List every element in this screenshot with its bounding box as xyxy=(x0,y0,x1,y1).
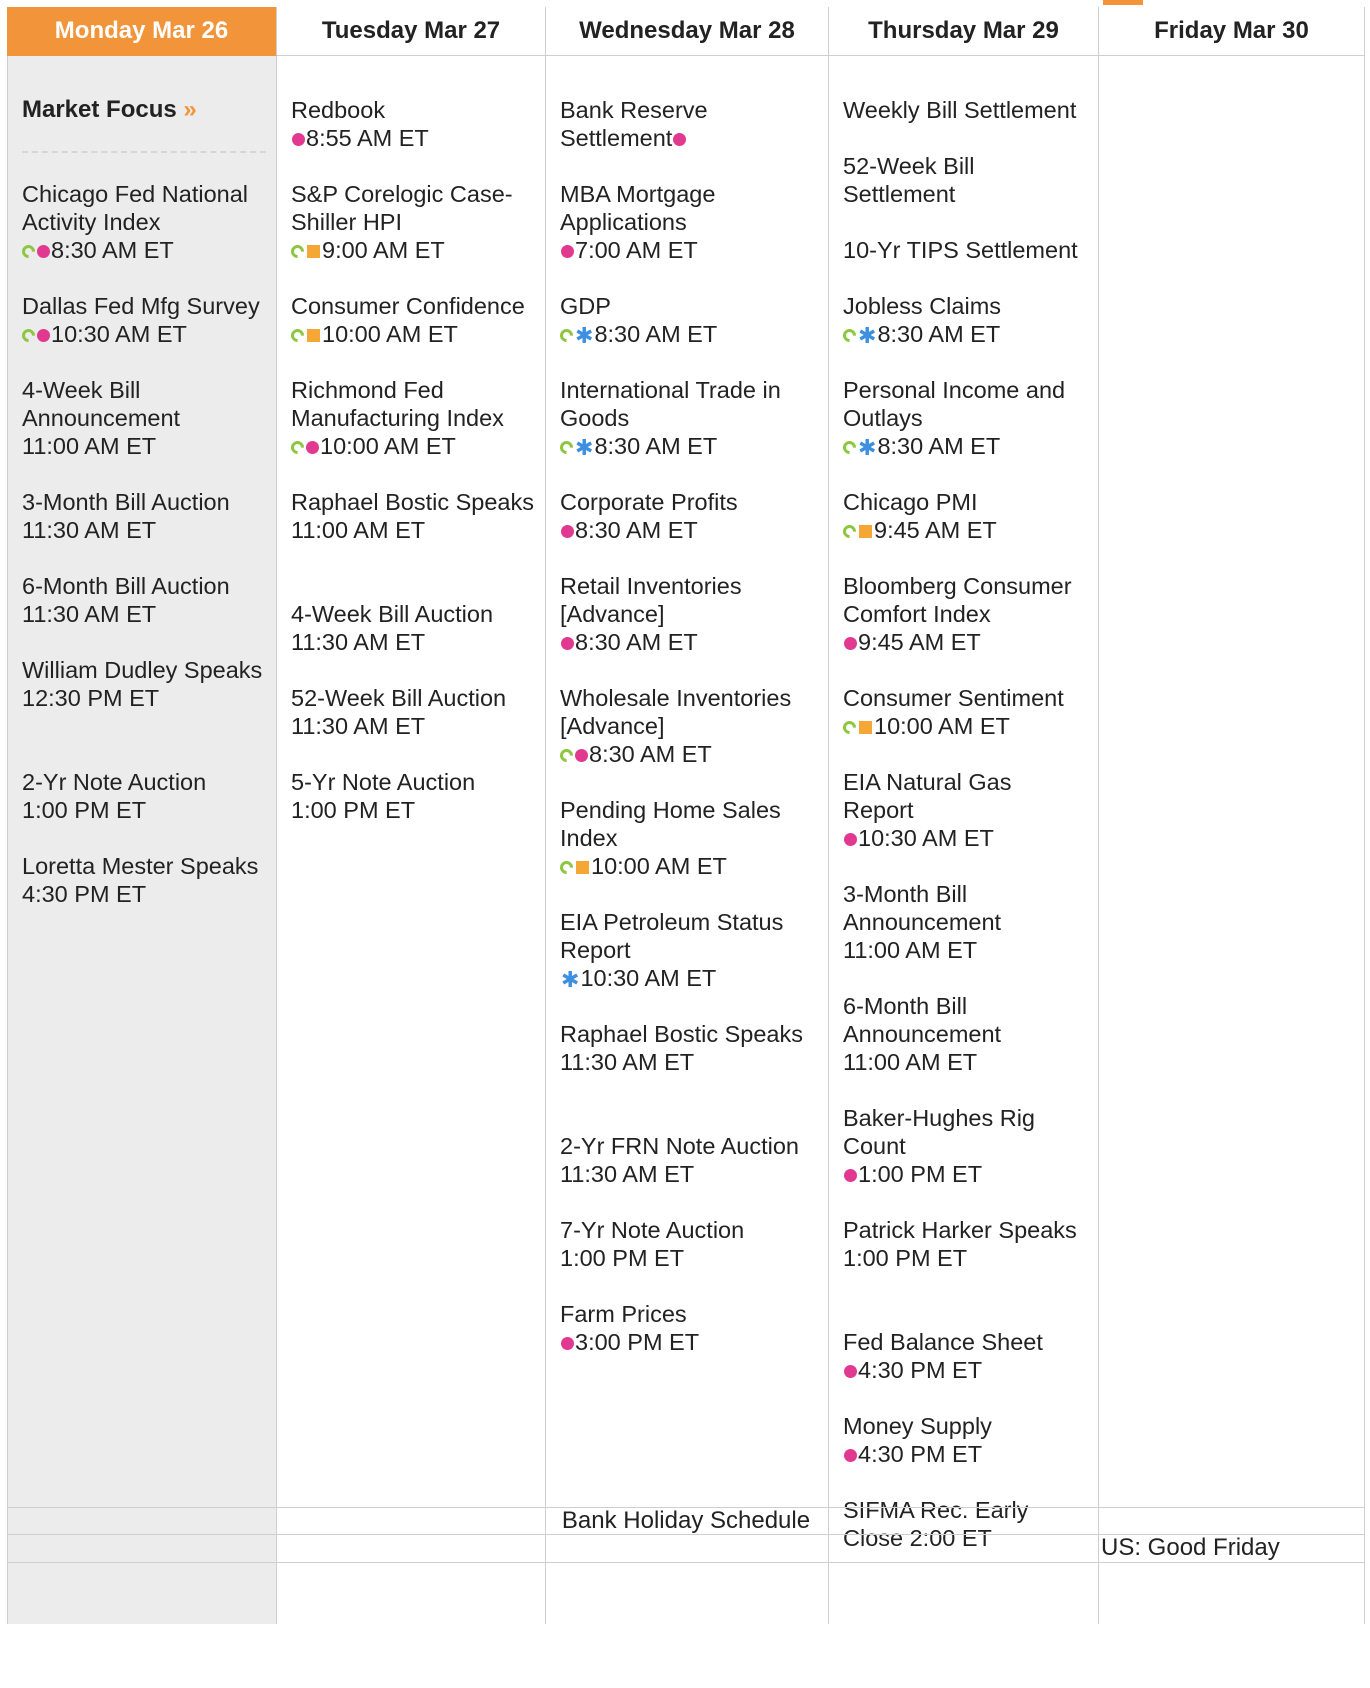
event-time: 4:30 PM ET xyxy=(22,881,147,907)
event-name[interactable]: Redbook xyxy=(291,97,386,123)
dot-icon xyxy=(844,1365,857,1378)
event-name[interactable]: Corporate Profits xyxy=(560,489,738,515)
event-item[interactable] xyxy=(291,376,535,460)
event-item[interactable] xyxy=(560,292,818,348)
event-name[interactable]: 2-Yr FRN Note Auction xyxy=(560,1133,800,1159)
c-icon xyxy=(557,859,575,877)
event-time: 4:30 PM ET xyxy=(858,1441,983,1467)
day-header-row xyxy=(7,7,1365,56)
event-item[interactable] xyxy=(560,684,818,768)
spacer xyxy=(22,740,266,768)
dot-icon xyxy=(37,329,50,342)
event-name[interactable]: GDP xyxy=(560,293,611,319)
event-name[interactable]: Retail Inventories [Advance] xyxy=(560,573,742,627)
dot-icon xyxy=(292,133,305,146)
day-tab-monday[interactable]: Monday Mar 26 xyxy=(7,7,277,56)
dot-icon xyxy=(561,245,574,258)
event-name[interactable]: Farm Prices xyxy=(560,1301,687,1327)
event-time: 1:00 PM ET xyxy=(843,1245,968,1271)
event-item[interactable] xyxy=(22,488,266,544)
c-icon xyxy=(288,327,306,345)
holiday-cell-thursday xyxy=(829,1535,1099,1563)
event-time: 11:30 AM ET xyxy=(291,713,426,739)
day-tab-thursday[interactable]: Thursday Mar 29 xyxy=(829,7,1099,56)
event-time: 10:00 AM ET xyxy=(320,433,456,459)
event-time: 8:30 AM ET xyxy=(575,629,698,655)
event-item[interactable] xyxy=(560,572,818,656)
event-item[interactable] xyxy=(560,376,818,460)
event-item[interactable] xyxy=(560,1020,818,1076)
event-item[interactable] xyxy=(22,852,266,908)
event-item[interactable] xyxy=(22,768,266,824)
market-focus-link[interactable] xyxy=(22,96,266,153)
event-item[interactable] xyxy=(843,1412,1088,1468)
holiday-cell-friday: US: Good Friday xyxy=(1099,1535,1365,1563)
event-time: 1:00 PM ET xyxy=(858,1161,983,1187)
event-name[interactable]: Chicago PMI xyxy=(843,489,978,515)
event-name[interactable]: Loretta Mester Speaks xyxy=(22,853,259,879)
event-item[interactable] xyxy=(843,992,1088,1076)
star-icon: ✱ xyxy=(575,322,594,348)
event-name[interactable]: Raphael Bostic Speaks xyxy=(291,489,534,515)
holiday-cell-tuesday xyxy=(277,1535,546,1563)
square-icon xyxy=(859,721,872,734)
event-item[interactable] xyxy=(843,292,1088,348)
square-icon xyxy=(859,525,872,538)
event-name[interactable]: Consumer Sentiment xyxy=(843,685,1064,711)
event-item[interactable] xyxy=(843,684,1088,740)
event-name[interactable]: 4-Week Bill Auction xyxy=(291,601,494,627)
dot-icon xyxy=(37,245,50,258)
dot-icon xyxy=(844,637,857,650)
event-item[interactable] xyxy=(843,236,1088,264)
event-item[interactable] xyxy=(22,572,266,628)
event-item[interactable] xyxy=(843,96,1088,124)
event-item[interactable] xyxy=(560,96,818,152)
event-time: 8:30 AM ET xyxy=(877,321,1001,347)
event-item[interactable] xyxy=(22,376,266,460)
event-time: 11:00 AM ET xyxy=(22,433,157,459)
c-icon xyxy=(288,243,306,261)
event-name[interactable]: International Trade in Goods xyxy=(560,377,781,431)
tuesday-events xyxy=(291,96,535,824)
square-icon xyxy=(576,861,589,874)
event-time: 8:30 AM ET xyxy=(51,237,174,263)
event-item[interactable] xyxy=(843,880,1088,964)
event-time: 11:30 AM ET xyxy=(560,1161,695,1187)
event-item[interactable] xyxy=(843,1328,1088,1384)
event-item[interactable] xyxy=(843,572,1088,656)
c-icon xyxy=(557,747,575,765)
event-name[interactable]: Weekly Bill Settlement xyxy=(843,97,1077,123)
square-icon xyxy=(307,245,320,258)
event-time: 11:00 AM ET xyxy=(291,517,426,543)
dot-icon xyxy=(844,1449,857,1462)
c-icon xyxy=(288,439,306,457)
holiday-row xyxy=(7,1535,1365,1563)
square-icon xyxy=(307,329,320,342)
event-name[interactable]: Richmond Fed Manufacturing Index xyxy=(291,377,504,431)
holiday-cell-monday xyxy=(7,1535,277,1563)
event-name[interactable]: Personal Income and Outlays xyxy=(843,377,1066,431)
dot-icon xyxy=(306,441,319,454)
event-item[interactable] xyxy=(560,488,818,544)
event-item[interactable] xyxy=(291,768,535,824)
monday-events xyxy=(22,180,266,908)
event-item[interactable] xyxy=(560,1132,818,1188)
event-name[interactable]: Wholesale Inventories [Advance] xyxy=(560,685,792,739)
event-item[interactable] xyxy=(843,488,1088,544)
event-time: 8:30 AM ET xyxy=(589,741,712,767)
spacer xyxy=(843,1300,1088,1328)
event-time: 12:30 PM ET xyxy=(22,685,160,711)
active-marker xyxy=(1103,0,1143,5)
star-icon: ✱ xyxy=(561,966,580,992)
dot-icon xyxy=(844,1169,857,1182)
event-time: 10:00 AM ET xyxy=(322,321,458,347)
event-item[interactable] xyxy=(291,292,535,348)
star-icon: ✱ xyxy=(858,322,877,348)
event-name[interactable]: Raphael Bostic Speaks xyxy=(560,1021,803,1047)
dot-icon xyxy=(844,833,857,846)
event-name[interactable]: Patrick Harker Speaks xyxy=(843,1217,1077,1243)
event-name[interactable]: William Dudley Speaks xyxy=(22,657,263,683)
c-icon xyxy=(840,719,858,737)
event-time: 10:30 AM ET xyxy=(580,965,717,991)
friday-column xyxy=(1099,56,1365,1624)
c-icon xyxy=(19,327,37,345)
dot-icon xyxy=(673,133,686,146)
dot-icon xyxy=(561,525,574,538)
event-item[interactable] xyxy=(843,1104,1088,1188)
c-icon xyxy=(557,327,575,345)
event-item[interactable] xyxy=(22,656,266,712)
event-item[interactable] xyxy=(22,292,266,348)
event-time: 11:30 AM ET xyxy=(560,1049,695,1075)
event-item[interactable] xyxy=(560,796,818,880)
event-name[interactable]: Bloomberg Consumer Comfort Index xyxy=(843,573,1072,627)
event-name[interactable]: Money Supply xyxy=(843,1413,992,1439)
star-icon: ✱ xyxy=(575,434,594,460)
event-time: 9:00 AM ET xyxy=(322,237,445,263)
event-name[interactable]: 3-Month Bill Announcement xyxy=(843,881,1002,935)
event-time: 9:45 AM ET xyxy=(874,517,997,543)
event-name[interactable]: 4-Week Bill Announcement xyxy=(22,377,181,431)
c-icon xyxy=(840,439,858,457)
event-time: 11:00 AM ET xyxy=(843,1049,978,1075)
event-name[interactable]: EIA Petroleum Status Report xyxy=(560,909,784,963)
event-name[interactable]: Dallas Fed Mfg Survey xyxy=(22,293,260,319)
event-name[interactable]: 10-Yr TIPS Settlement xyxy=(843,237,1078,263)
event-time: 7:00 AM ET xyxy=(575,237,698,263)
event-time: 8:30 AM ET xyxy=(575,517,698,543)
event-name[interactable]: Chicago Fed National Activity Index xyxy=(22,181,248,235)
spacer xyxy=(560,1104,818,1132)
event-item[interactable] xyxy=(560,1300,818,1356)
event-item[interactable] xyxy=(291,180,535,264)
economic-calendar xyxy=(7,7,1365,1624)
event-item[interactable] xyxy=(291,488,535,544)
holiday-schedule-title: Bank Holiday Schedule xyxy=(7,1507,1365,1535)
spacer xyxy=(291,572,535,600)
event-time: 4:30 PM ET xyxy=(858,1357,983,1383)
c-icon xyxy=(557,439,575,457)
event-item[interactable] xyxy=(843,152,1088,208)
monday-column xyxy=(7,56,277,1624)
event-item[interactable] xyxy=(843,376,1088,460)
event-time: 3:00 PM ET xyxy=(575,1329,700,1355)
event-name[interactable]: 7-Yr Note Auction xyxy=(560,1217,745,1243)
event-time: 8:30 AM ET xyxy=(877,433,1001,459)
event-time: 9:45 AM ET xyxy=(858,629,981,655)
c-icon xyxy=(19,243,37,261)
star-icon: ✱ xyxy=(858,434,877,460)
event-time: 10:00 AM ET xyxy=(874,713,1010,739)
holiday-cell-wednesday xyxy=(546,1535,829,1563)
event-time: 1:00 PM ET xyxy=(291,797,416,823)
thursday-events xyxy=(843,96,1088,1552)
event-item[interactable] xyxy=(291,684,535,740)
event-item[interactable] xyxy=(291,600,535,656)
day-tab-wednesday[interactable]: Wednesday Mar 28 xyxy=(546,7,829,56)
event-name[interactable]: 6-Month Bill Auction xyxy=(22,573,230,599)
day-tab-friday[interactable]: Friday Mar 30 xyxy=(1099,7,1365,56)
wednesday-column xyxy=(546,56,829,1624)
event-item[interactable] xyxy=(560,1216,818,1272)
event-name[interactable]: Consumer Confidence xyxy=(291,293,525,319)
event-name[interactable]: 6-Month Bill Announcement xyxy=(843,993,1002,1047)
event-time: 11:30 AM ET xyxy=(291,629,426,655)
event-name[interactable]: Bank Reserve Settlement xyxy=(560,97,708,151)
event-name[interactable]: Jobless Claims xyxy=(843,293,1002,319)
c-icon xyxy=(840,523,858,541)
event-item[interactable] xyxy=(560,908,818,992)
event-time: 1:00 PM ET xyxy=(560,1245,685,1271)
event-time: 8:30 AM ET xyxy=(594,433,718,459)
event-time: 10:30 AM ET xyxy=(858,825,994,851)
event-time: 10:30 AM ET xyxy=(51,321,187,347)
wednesday-events xyxy=(560,96,818,1356)
event-name[interactable]: Pending Home Sales Index xyxy=(560,797,781,851)
event-item[interactable] xyxy=(291,96,535,152)
event-name[interactable]: S&P Corelogic Case-Shiller HPI xyxy=(291,181,513,235)
event-time: 8:55 AM ET xyxy=(306,125,429,151)
double-chevron-icon: » xyxy=(183,96,197,123)
c-icon xyxy=(840,327,858,345)
event-time: 1:00 PM ET xyxy=(22,797,147,823)
event-time: 10:00 AM ET xyxy=(591,853,727,879)
day-columns xyxy=(7,56,1365,1624)
event-name[interactable]: SIFMA Rec. Early Close 2:00 ET xyxy=(843,1497,1029,1551)
event-name[interactable]: 52-Week Bill Settlement xyxy=(843,153,975,207)
event-name[interactable]: 2-Yr Note Auction xyxy=(22,769,207,795)
event-time: 8:30 AM ET xyxy=(594,321,718,347)
event-item[interactable] xyxy=(843,1216,1088,1272)
dot-icon xyxy=(561,637,574,650)
event-item[interactable] xyxy=(22,180,266,264)
dot-icon xyxy=(561,1337,574,1350)
event-name[interactable]: EIA Natural Gas Report xyxy=(843,769,1012,823)
event-name[interactable]: 52-Week Bill Auction xyxy=(291,685,507,711)
event-item[interactable] xyxy=(560,180,818,264)
dot-icon xyxy=(575,749,588,762)
event-name[interactable]: Fed Balance Sheet xyxy=(843,1329,1043,1355)
event-name[interactable]: MBA Mortgage Applications xyxy=(560,181,716,235)
tuesday-column xyxy=(277,56,546,1624)
holiday-schedule xyxy=(7,1507,1365,1563)
event-time: 11:00 AM ET xyxy=(843,937,978,963)
event-item[interactable] xyxy=(843,768,1088,852)
day-tab-tuesday[interactable]: Tuesday Mar 27 xyxy=(277,7,546,56)
event-name[interactable]: 5-Yr Note Auction xyxy=(291,769,476,795)
event-time: 11:30 AM ET xyxy=(22,601,157,627)
event-time: 11:30 AM ET xyxy=(22,517,157,543)
market-focus-label[interactable]: Market Focus xyxy=(22,96,177,123)
event-name[interactable]: Baker-Hughes Rig Count xyxy=(843,1105,1036,1159)
event-name[interactable]: 3-Month Bill Auction xyxy=(22,489,230,515)
thursday-column xyxy=(829,56,1099,1624)
